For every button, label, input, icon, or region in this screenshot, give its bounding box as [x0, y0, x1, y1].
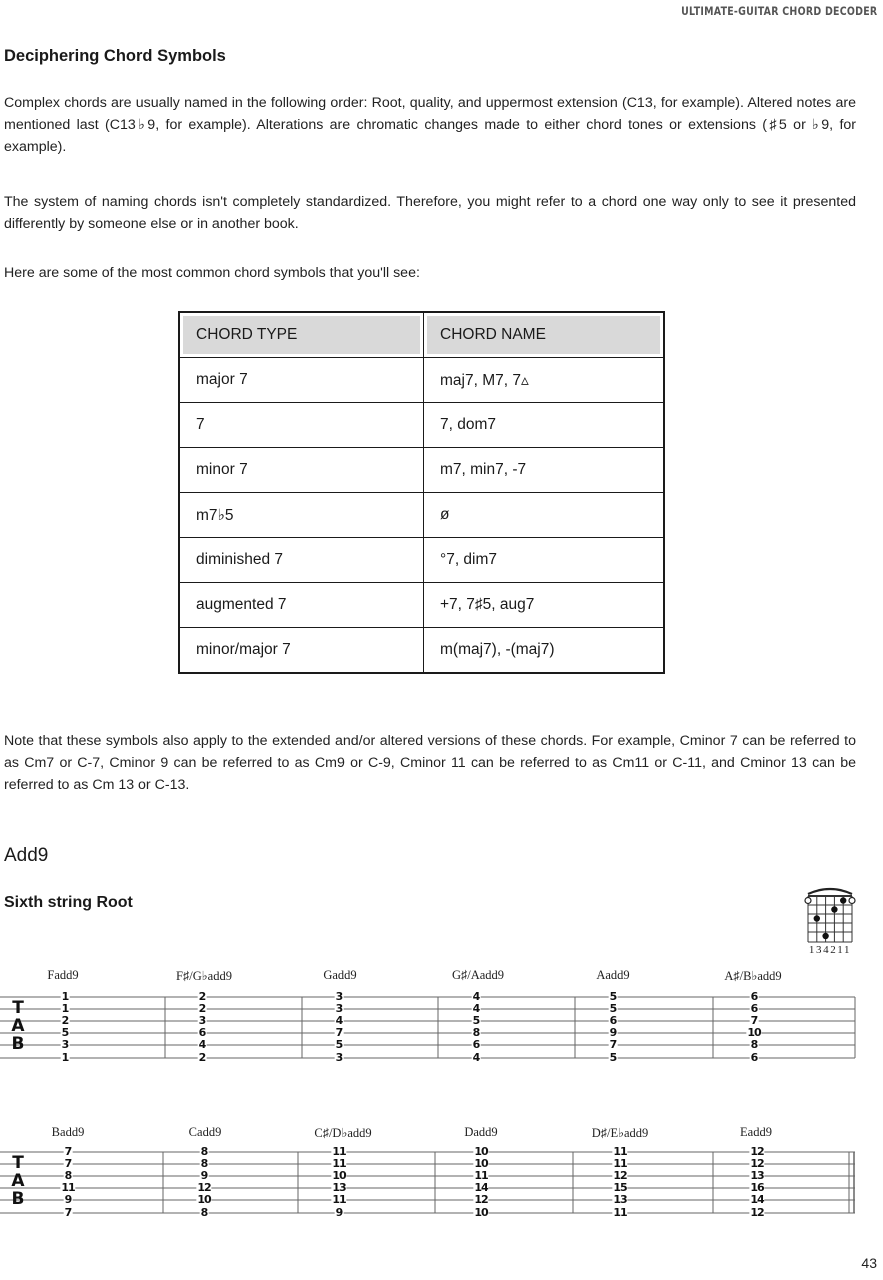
- fret-number: 6: [609, 1014, 617, 1027]
- table-row: [179, 403, 664, 448]
- chord-name: Gadd9: [323, 968, 357, 982]
- fret-number: 7: [64, 1145, 72, 1158]
- chord-name: Badd9: [51, 1125, 85, 1139]
- fret-number: 5: [609, 990, 617, 1003]
- fret-number: 8: [200, 1206, 208, 1219]
- chord-name: Fadd9: [47, 968, 79, 982]
- fret-number: 12: [750, 1206, 764, 1219]
- chord-name: Eadd9: [740, 1125, 772, 1139]
- paragraph-intro-table: Here are some of the most common chord symbols that you'll see:: [4, 265, 420, 281]
- fret-number: 7: [335, 1026, 343, 1039]
- chord-symbols-table: [178, 311, 665, 674]
- chord-name: C♯/D♭add9: [314, 1126, 372, 1140]
- fret-number: 6: [472, 1038, 480, 1051]
- column-header-chord-name: CHORD NAME: [424, 312, 665, 358]
- table-row: [179, 358, 664, 403]
- fret-number: 16: [750, 1181, 764, 1194]
- fret-number: 9: [609, 1026, 617, 1039]
- fret-number: 5: [609, 1051, 617, 1064]
- fret-number: 13: [613, 1193, 627, 1206]
- fret-number: 8: [200, 1157, 208, 1170]
- tab-staff-1: [0, 960, 883, 1070]
- fret-number: 11: [613, 1145, 627, 1158]
- fret-number: 11: [61, 1181, 75, 1194]
- chord-type-cell: minor 7: [179, 448, 424, 493]
- fret-number: 3: [335, 990, 343, 1003]
- chord-name-cell: m(maj7), -(maj7): [424, 628, 665, 674]
- fret-number: 6: [198, 1026, 206, 1039]
- fret-number: 7: [750, 1014, 758, 1027]
- fret-number: 2: [198, 1002, 206, 1015]
- fret-number: 11: [474, 1169, 488, 1182]
- chord-name: F♯/G♭add9: [176, 969, 232, 983]
- chord-type-cell: major 7: [179, 358, 424, 403]
- chord-fingering: 134211: [808, 944, 852, 956]
- chord-name: Aadd9: [596, 968, 630, 982]
- chord-name: G♯/Aadd9: [451, 968, 505, 982]
- subsection-title: Sixth string Root: [4, 894, 133, 911]
- fret-number: 1: [61, 1002, 69, 1015]
- fret-number: 5: [609, 1002, 617, 1015]
- fret-number: 14: [474, 1181, 488, 1194]
- fret-number: 2: [61, 1014, 69, 1027]
- table-header-row: [179, 312, 664, 358]
- fret-number: 6: [750, 990, 758, 1003]
- chord-name-cell: +7, 7♯5, aug7: [424, 583, 665, 628]
- page-number: 43: [861, 1255, 877, 1271]
- fret-number: 1: [61, 990, 69, 1003]
- chord-type-cell: m7♭5: [179, 493, 424, 538]
- tab-clef-b: B: [11, 1189, 25, 1209]
- fret-number: 11: [332, 1145, 346, 1158]
- chord-name-cell: maj7, M7, 7▵: [424, 358, 665, 403]
- chord-name-cell: °7, dim7: [424, 538, 665, 583]
- fret-number: 6: [750, 1051, 758, 1064]
- fret-number: 11: [332, 1157, 346, 1170]
- chord-name: A♯/B♭add9: [724, 969, 782, 983]
- fret-number: 4: [198, 1038, 206, 1051]
- fret-number: 14: [750, 1193, 764, 1206]
- fret-number: 3: [335, 1002, 343, 1015]
- chord-name-cell: m7, min7, -7: [424, 448, 665, 493]
- fret-number: 8: [472, 1026, 480, 1039]
- fret-number: 4: [335, 1014, 343, 1027]
- fret-number: 12: [197, 1181, 211, 1194]
- tab-clef-a: A: [11, 1016, 25, 1036]
- table-row: [179, 628, 664, 674]
- chord-name-cell: ø: [424, 493, 665, 538]
- fret-number: 3: [198, 1014, 206, 1027]
- fret-number: 4: [472, 1051, 480, 1064]
- chord-name: Dadd9: [464, 1125, 498, 1139]
- tab-clef-t: T: [12, 998, 24, 1018]
- column-header-chord-type: CHORD TYPE: [179, 312, 424, 358]
- fret-number: 12: [613, 1169, 627, 1182]
- chord-type-cell: augmented 7: [179, 583, 424, 628]
- fret-number: 2: [198, 990, 206, 1003]
- paragraph-naming-order: Complex chords are usually named in the following order: Root, quality, and uppermost extension (C13, for example). Altered notes are mentioned last (C13♭9, for example). Alterations are chromatic changes made to either chord tones or extensions (♯5 or ♭9, for example).: [4, 95, 856, 155]
- fret-number: 10: [474, 1157, 488, 1170]
- fret-number: 11: [613, 1206, 627, 1219]
- fret-number: 8: [750, 1038, 758, 1051]
- table-row: [179, 493, 664, 538]
- fret-number: 5: [61, 1026, 69, 1039]
- fret-number: 10: [332, 1169, 346, 1182]
- running-header: ULTIMATE-GUITAR CHORD DECODER: [680, 4, 877, 18]
- paragraph-extended-note: Note that these symbols also apply to the extended and/or altered versions of these chords. For example, Cminor 7 can be referred to as Cm7 or C-7, Cminor 9 can be referred to as Cm9 or C-9, Cminor 11 can be referred to as Cm11 or C-11, and Cminor 13 can be referred to as Cm 13 or C-13.: [4, 733, 856, 793]
- fret-number: 9: [64, 1193, 72, 1206]
- fret-number: 11: [332, 1193, 346, 1206]
- fret-number: 10: [747, 1026, 761, 1039]
- chord-type-cell: minor/major 7: [179, 628, 424, 674]
- tab-clef-a: A: [11, 1171, 25, 1191]
- table-row: [179, 538, 664, 583]
- fret-number: 10: [474, 1206, 488, 1219]
- fret-number: 12: [750, 1145, 764, 1158]
- tab-staff-2: [0, 1115, 883, 1225]
- fret-number: 7: [609, 1038, 617, 1051]
- section-title: Deciphering Chord Symbols: [4, 47, 226, 65]
- fret-number: 13: [750, 1169, 764, 1182]
- chord-grid-icon: [800, 884, 860, 956]
- fret-number: 10: [474, 1145, 488, 1158]
- fret-number: 13: [332, 1181, 346, 1194]
- fret-number: 8: [200, 1145, 208, 1158]
- fret-number: 12: [474, 1193, 488, 1206]
- fret-number: 4: [472, 990, 480, 1003]
- fret-number: 7: [64, 1206, 72, 1219]
- fret-number: 3: [61, 1038, 69, 1051]
- chord-type-cell: 7: [179, 403, 424, 448]
- fret-number: 5: [472, 1014, 480, 1027]
- fret-number: 5: [335, 1038, 343, 1051]
- fret-number: 8: [64, 1169, 72, 1182]
- fret-number: 3: [335, 1051, 343, 1064]
- section-title-add9: Add9: [4, 845, 49, 866]
- fret-number: 10: [197, 1193, 211, 1206]
- fret-number: 4: [472, 1002, 480, 1015]
- fret-number: 12: [750, 1157, 764, 1170]
- fret-number: 6: [750, 1002, 758, 1015]
- chord-type-cell: diminished 7: [179, 538, 424, 583]
- fret-number: 2: [198, 1051, 206, 1064]
- table-row: [179, 583, 664, 628]
- chord-name-cell: 7, dom7: [424, 403, 665, 448]
- tab-clef-b: B: [11, 1034, 25, 1054]
- paragraph-standardization: The system of naming chords isn't completely standardized. Therefore, you might refer to a chord one way only to see it presented differently by someone else or in another book.: [4, 194, 856, 232]
- fret-number: 1: [61, 1051, 69, 1064]
- tab-clef-t: T: [12, 1153, 24, 1173]
- chord-name: D♯/E♭add9: [591, 1126, 649, 1140]
- fret-number: 9: [335, 1206, 343, 1219]
- chord-name: Cadd9: [188, 1125, 222, 1139]
- fret-number: 11: [613, 1157, 627, 1170]
- fret-number: 9: [200, 1169, 208, 1182]
- table-row: [179, 448, 664, 493]
- fret-number: 15: [613, 1181, 627, 1194]
- fret-number: 7: [64, 1157, 72, 1170]
